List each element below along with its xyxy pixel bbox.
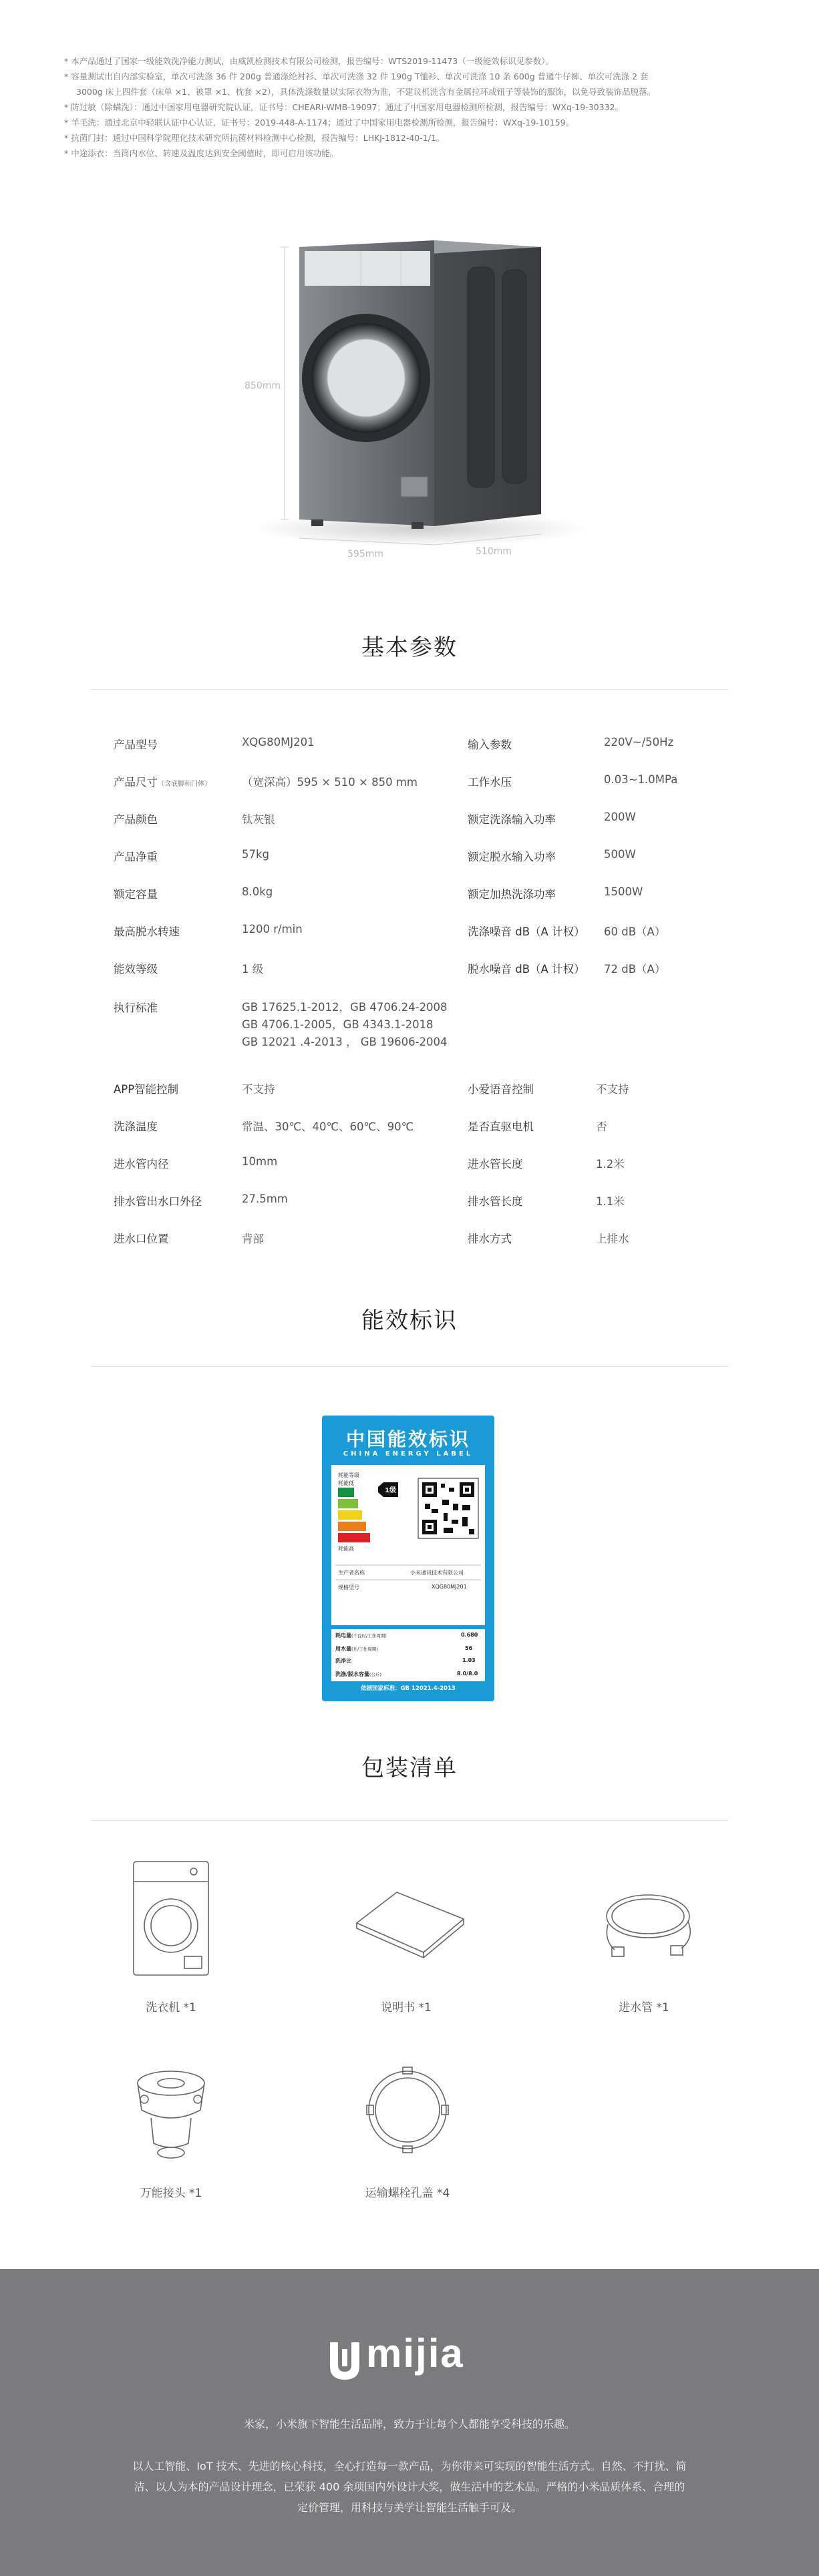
spec-key: 排水管出水口外径 [114,1195,202,1208]
grade-badge: 1级 [385,1487,396,1494]
package-title: 包装清单 [361,1755,458,1781]
specs-divider [91,689,728,690]
spec-value: 1.1米 [596,1195,625,1208]
note-3: 3000g 床上四件套（床单 ×1、被罩 ×1、枕套 ×2），具体洗涤数量以实际衣物为准，不建议机洗含有金属拉环或钮子等装饰的服饰，以免导致装饰品脱落。 [76,87,656,97]
spec-key: 产品净重 [114,851,158,863]
note-1: * 本产品通过了国家一级能效洗净能力测试，由威凯检测技术有限公司检测，报告编号：WTS2019-11473（一级能效标识见参数）。 [64,56,554,66]
standard-line: GB 4706.1-2005，GB 4343.1-2018 [242,1018,434,1031]
capacity-key [335,1671,381,1678]
spec-value: 钛灰银 [242,813,275,826]
power-key-note: (千瓦时/工作周期) [351,1633,387,1639]
spec-value: 72 dB（A） [604,963,666,976]
spec-value: 常温、30℃、40℃、60℃、90℃ [242,1120,414,1133]
spec-value: XQG80MJ201 [242,736,315,748]
spec-value: 1 级 [242,963,264,976]
spec-key-text: 产品尺寸 [114,776,158,789]
package-item-bolt-cover: 运输螺栓孔盖 *4 [365,2187,450,2200]
water-key-note: (升/工作周期) [351,1647,378,1652]
inlet-hose-icon [588,1883,708,1963]
spec-key: 额定洗涤输入功率 [468,813,556,826]
spec-key: 进水管长度 [468,1158,523,1170]
spec-key: 额定加热洗涤功率 [468,888,556,901]
energy-label-upper-panel [331,1465,485,1625]
wash-ratio-key: 洗净比 [335,1658,351,1664]
spec-key: 产品型号 [114,738,158,751]
spec-key: 进水管内径 [114,1158,169,1170]
energy-label [322,1416,494,1701]
spec-value: 上排水 [596,1233,629,1245]
capacity-key-note: (公斤) [369,1672,381,1677]
spec-value: 1.2米 [596,1158,625,1170]
depth-dimension-label: 510mm [476,546,512,557]
wash-ratio-value: 1.03 [462,1657,476,1663]
spec-value: 0.03~1.0MPa [604,773,678,786]
spec-key: 是否直驱电机 [468,1120,534,1133]
product-figure [0,220,819,594]
footnotes [64,53,759,161]
spec-key: 进水口位置 [114,1233,169,1245]
package-divider [91,1820,728,1821]
spec-value: 1500W [604,885,643,898]
model-key: 规格型号 [338,1584,359,1590]
spec-value: 220V~/50Hz [604,736,674,748]
spec-value: 8.0kg [242,885,273,898]
note-2: * 容量测试出自内部实验室，单次可洗涤 36 件 200g 普通涤纶衬衫、单次可洗涤 32 件 190g T恤衫、单次可洗涤 10 条 600g 普通牛仔裤、单次可洗涤 2 套 [64,71,649,81]
note-7: * 中途添衣：当筒内水位、转速及温度达到安全阈值时，即可启用该功能。 [64,148,339,158]
spec-key: 排水管长度 [468,1195,523,1208]
spec-value: 不支持 [242,1083,275,1096]
spec-key: 洗涤噪音 dB（A 计权） [468,925,585,938]
footer-description: 以人工智能、IoT 技术、先进的核心科技，全心打造每一款产品，为你带来可实现的智能生活方式。自然、不打扰、简洁、以人为本的产品设计理念，已荣获 400 余项国内外设计大奖，做生活中的艺术品。严格的小米品质体系、合理的定价管理，用科技与美学让智能生活触手可及。 [132,2460,687,2514]
energy-label-title: 中国能效标识 [345,1428,470,1450]
grade-bars [331,1465,485,1625]
spec-value: （宽深高）595 × 510 × 850 mm [242,776,418,789]
spec-table [114,736,715,1136]
package-item-connector: 万能接头 *1 [140,2187,202,2200]
spec-value: 背部 [242,1233,264,1245]
spec-value: 1200 r/min [242,923,303,935]
standard-line: GB 12021 .4-2013 ， GB 19606-2004 [242,1036,448,1048]
high-consumption-text: 耗能高 [338,1546,354,1552]
energy-label-footer: 依据国家标准：GB 12021.4-2013 [361,1685,456,1692]
standard-line: GB 17625.1-2012，GB 4706.24-2008 [242,1001,448,1014]
manual-icon [350,1883,470,1963]
maker-key: 生产者名称 [338,1570,365,1576]
brand-footer [0,2269,819,2576]
energy-label-lower-panel [331,1629,485,1681]
spec-key: 洗涤温度 [114,1120,158,1133]
note-5: * 羊毛洗：通过北京中轻联认证中心认证，证书号：2019-448-A-1174；通过了中国家用电器检测所检测，报告编号：WXq-19-10159。 [64,118,575,128]
spec-value: 否 [596,1120,607,1133]
water-value: 56 [465,1645,473,1651]
spec-key: 额定容量 [114,888,158,901]
footer-tagline: 米家，小米旗下智能生活品牌，致力于让每个人都能享受科技的乐趣。 [243,2418,575,2430]
spec-value: 200W [604,811,636,823]
spec-value: 60 dB（A） [604,925,666,938]
spec-value: 27.5mm [242,1193,288,1205]
capacity-value: 8.0/8.0 [457,1671,478,1677]
spec-key: 额定脱水输入功率 [468,851,556,863]
spec-value: 57kg [242,848,270,861]
low-consumption-text: 耗能低 [338,1480,354,1486]
spec-value: 10mm [242,1155,278,1168]
spec-key: 产品颜色 [114,813,158,826]
power-value: 0.680 [461,1632,478,1638]
spec-value: 500W [604,848,636,861]
washer-icon [124,1856,218,1983]
package-item-inlet-hose: 进水管 *1 [619,2001,669,2014]
capacity-key-text: 洗涤/脱水容量 [335,1671,369,1677]
spec-value: 不支持 [596,1083,629,1096]
width-dimension-label: 595mm [347,549,383,560]
spec-key: 输入参数 [468,738,512,751]
spec-key: 排水方式 [468,1233,512,1245]
spec-key: 能效等级 [114,963,158,976]
spec-key: APP智能控制 [114,1083,179,1096]
mijia-logo-text: mijia [366,2331,464,2376]
washing-machine-illustration [0,220,819,594]
universal-connector-icon [124,2063,218,2170]
spec-key-note: （含底脚和门体） [158,781,211,788]
water-key [335,1645,378,1653]
note-6: * 抗菌门封：通过中国科学院理化技术研究所抗菌材料检测中心检测，报告编号：LHKJ-1812-40-1/1。 [64,133,445,143]
mijia-logo-icon [327,2340,362,2382]
bolt-hole-cover-icon [364,2063,451,2157]
spec-key: 工作水压 [468,776,512,789]
package-item-washer: 洗衣机 *1 [146,2001,196,2014]
model-value: XQG80MJ201 [432,1584,467,1590]
energy-title: 能效标识 [361,1307,458,1334]
height-dimension-label: 850mm [244,381,281,391]
spec-table-2 [114,1080,715,1261]
spec-key: 小爱语音控制 [468,1083,534,1096]
energy-label-subtitle: CHINA ENERGY LABEL [343,1450,474,1458]
specs-title: 基本参数 [361,634,458,661]
power-key [335,1632,387,1639]
power-key-text: 耗电量 [335,1633,351,1639]
package-item-manual: 说明书 *1 [381,2001,432,2014]
maker-value: 小米通讯技术有限公司 [410,1570,464,1576]
standards-list [242,999,509,1051]
grade-header: 耗能等级 [338,1472,359,1478]
spec-key: 最高脱水转速 [114,925,180,938]
spec-key [114,773,211,789]
water-key-text: 用水量 [335,1646,351,1652]
note-4: * 防过敏（除螨洗）：通过中国家用电器研究院认证，证书号：CHEARI-WMB-19097；通过了中国家用电器检测所检测，报告编号：WXq-19-30332。 [64,102,623,112]
spec-key: 脱水噪音 dB（A 计权） [468,963,585,976]
energy-divider [91,1366,728,1367]
spec-key: 执行标准 [114,1002,158,1014]
